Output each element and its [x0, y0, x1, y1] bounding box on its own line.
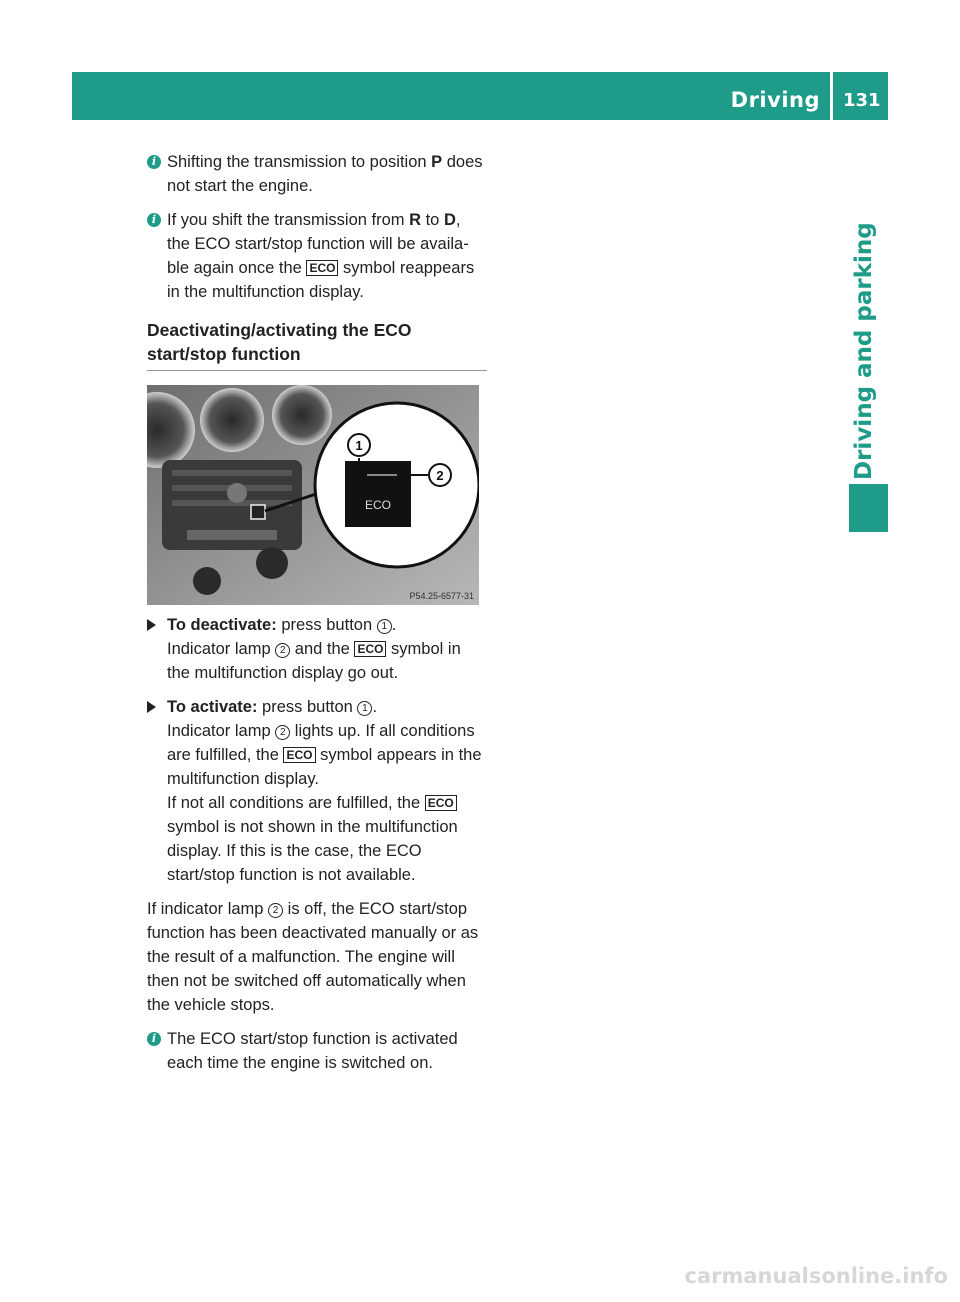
page-number: 131 [843, 90, 881, 111]
body-paragraph: If indicator lamp 2 is off, the ECO start/stop function has been deactivated manually or as the result of a malfunction. The engine will then not be switched off automatically when the vehicle stops. [147, 900, 479, 1014]
info-icon: i [147, 213, 161, 227]
side-tab-label: Driving and parking [851, 222, 877, 480]
section-title: Driving [730, 88, 820, 112]
info-icon: i [147, 1032, 161, 1046]
step-arrow-icon [147, 701, 156, 713]
info-note-1: i Shifting the transmission to position P does not start the engine. [147, 150, 487, 198]
callout-2-ref: 2 [275, 643, 290, 658]
side-tab-marker [849, 484, 888, 532]
eco-symbol: ECO [425, 795, 457, 811]
content-column [147, 150, 487, 1085]
dashboard-illustration [147, 385, 479, 605]
step-deactivate: To deactivate: press button 1 . Indicator lamp 2 and the ECO symbol in the multifunction display go out. [147, 613, 487, 685]
info-icon: i [147, 155, 161, 169]
callout-1-ref: 1 [357, 701, 372, 716]
footer-watermark: carmanualsonline.info [684, 1264, 948, 1288]
info-note-3: i The ECO start/stop function is activated each time the engine is switched on. [147, 1027, 487, 1075]
step-activate: To activate: press button 1 . Indicator lamp 2 lights up. If all conditions are fulfilled, the ECO symbol appears in the multifunction display. If not all conditions are fulfilled, the ECO symbol is not shown in the multifunction display. If this is the case, the ECO start/stop function is not available. [147, 695, 487, 887]
eco-button-label: ECO [364, 498, 392, 512]
eco-button-figure [147, 385, 479, 605]
callout-1: 1 [355, 438, 363, 453]
eco-symbol: ECO [283, 747, 315, 763]
info-note-2: i If you shift the transmission from R to D, the ECO start/stop function will be availa-ble again once the ECO symbol reappears in the multifunction display. [147, 208, 487, 304]
step-arrow-icon [147, 619, 156, 631]
eco-symbol: ECO [354, 641, 386, 657]
callout-1-ref: 1 [377, 619, 392, 634]
callout-2-ref: 2 [268, 903, 283, 918]
figure-code: P54.25-6577-31 [409, 591, 474, 601]
header-divider [830, 72, 833, 120]
callout-2-ref: 2 [275, 725, 290, 740]
section-heading: Deactivating/activating the ECO start/stop function [147, 318, 487, 371]
callout-2: 2 [436, 468, 444, 483]
eco-symbol: ECO [306, 260, 338, 276]
